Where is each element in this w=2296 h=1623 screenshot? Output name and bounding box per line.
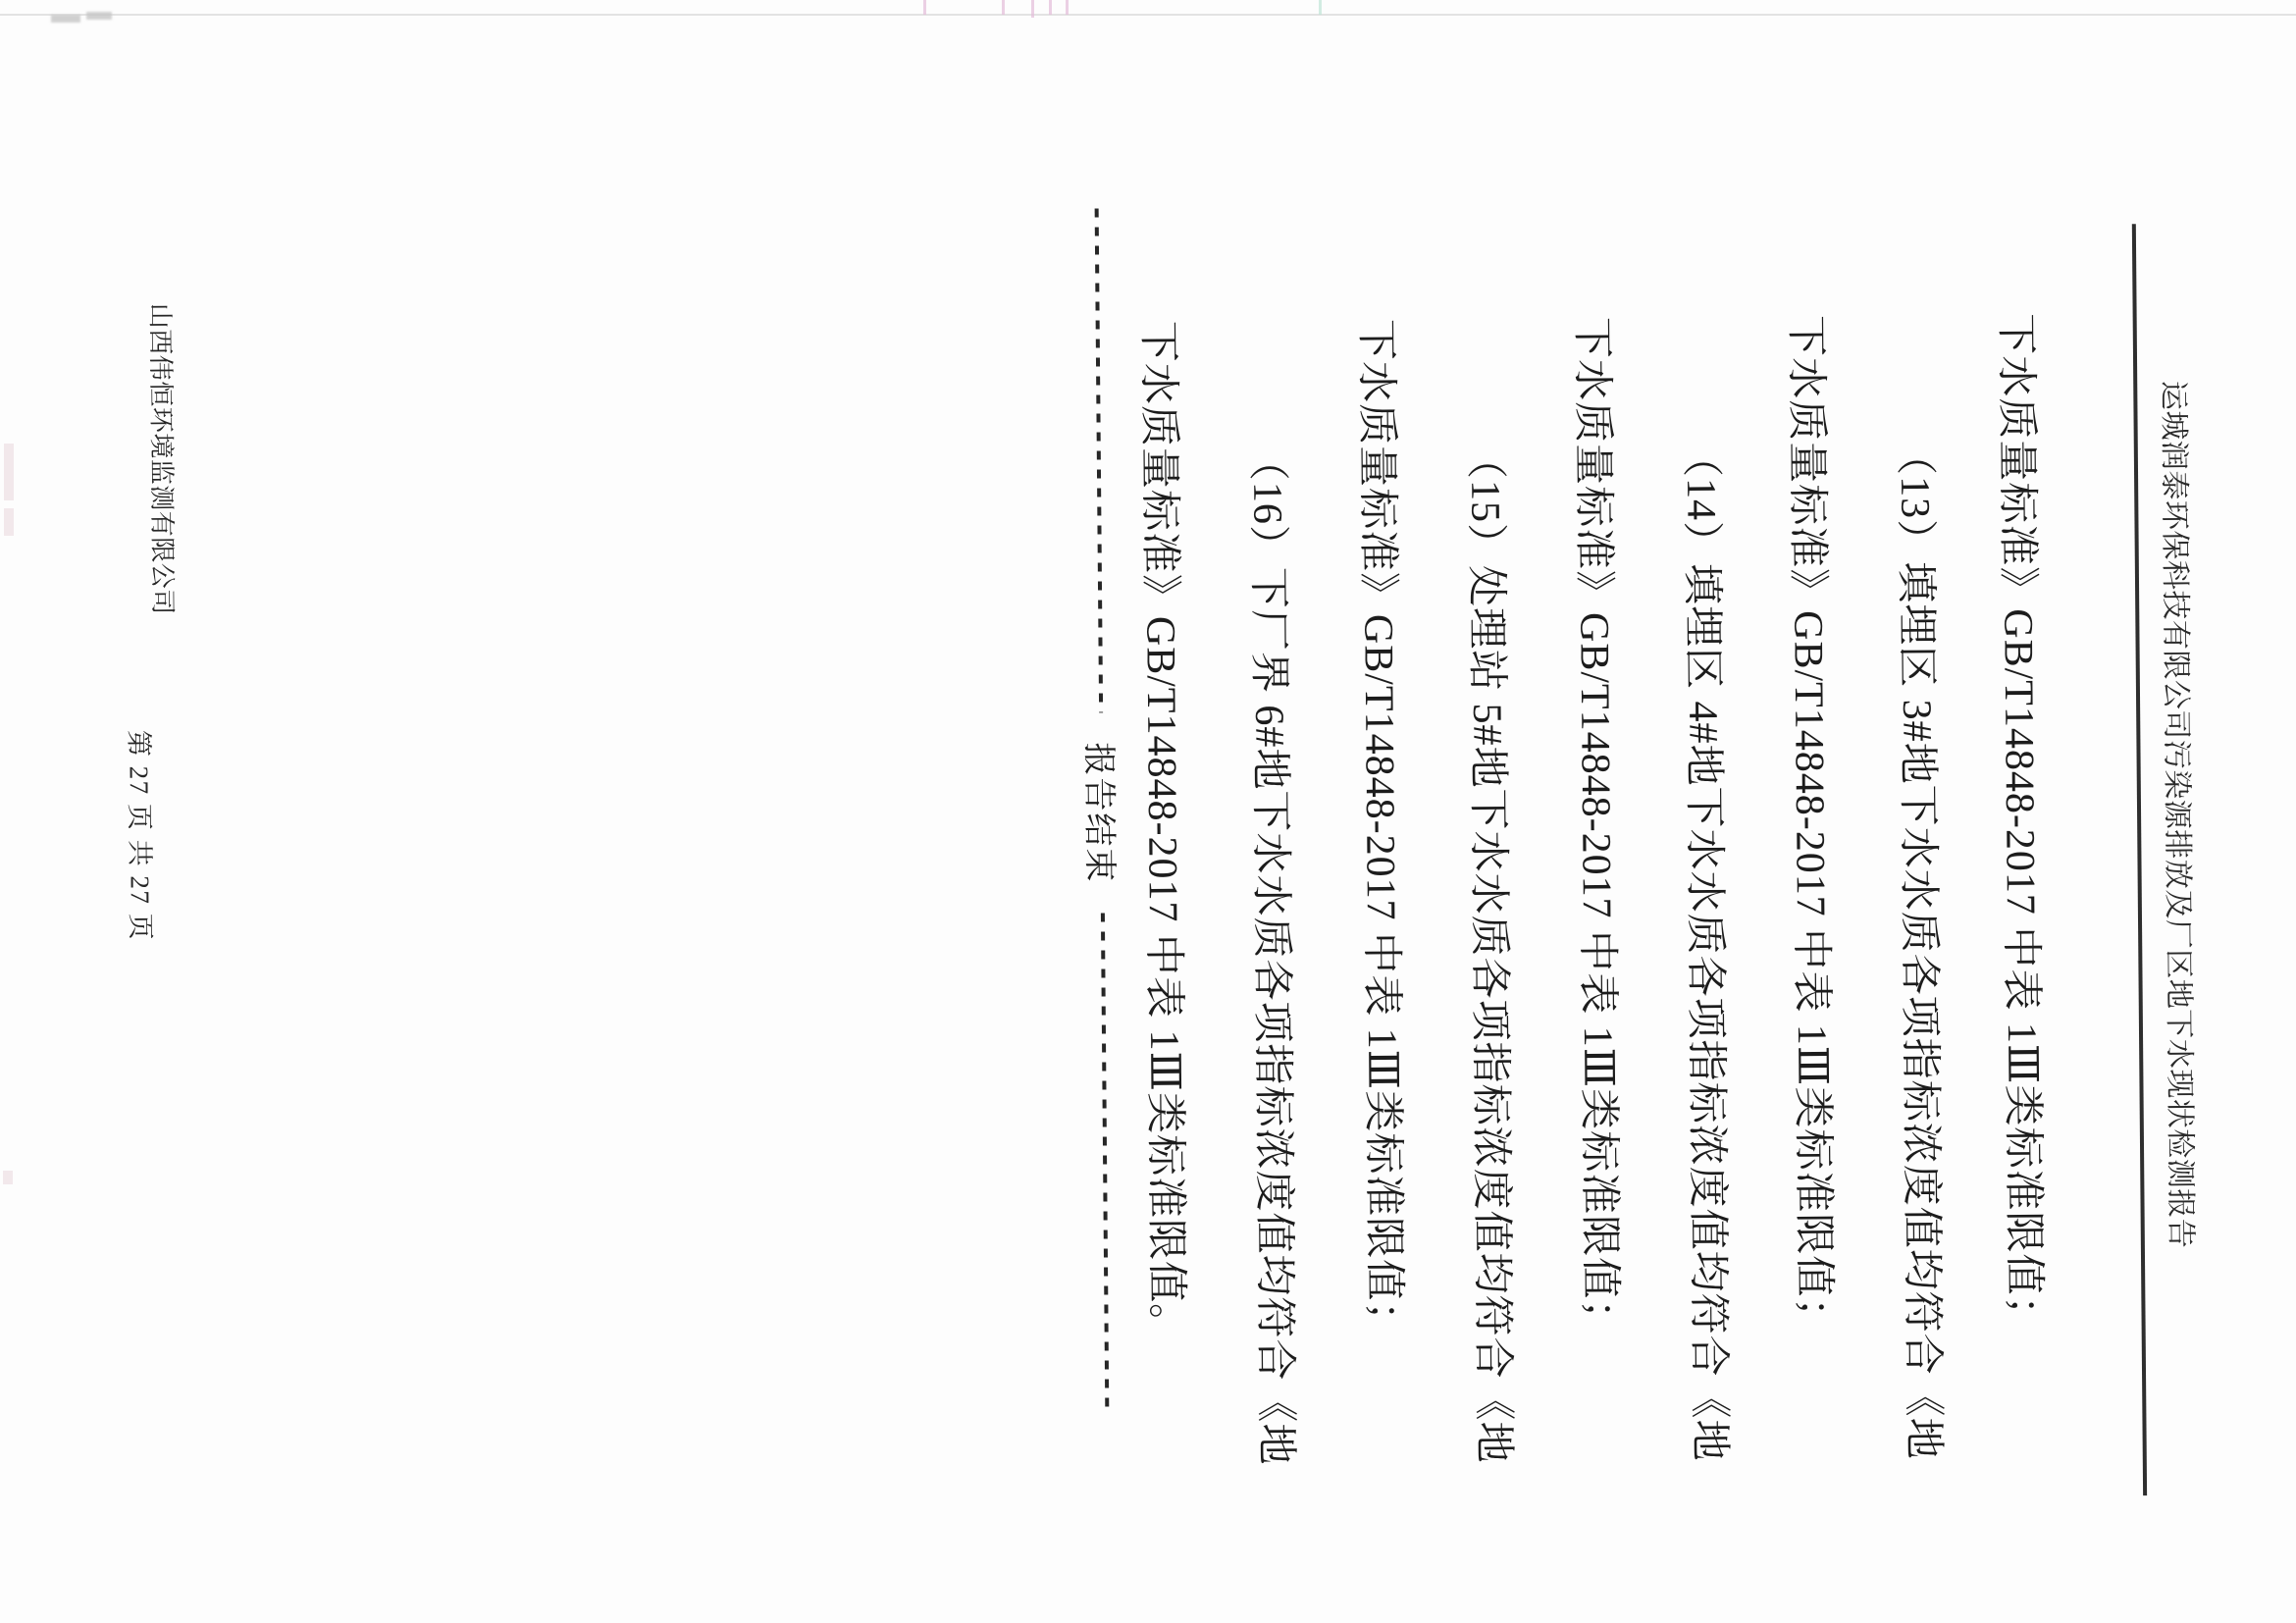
body-line: （13）填埋区 3#地下水水质各项指标浓度值均符合《地 [1891, 433, 1946, 1460]
divider-dash-right [1101, 913, 1109, 1410]
body-line: 下水质量标准》GB/T14848-2017 中表 1Ⅲ类标准限值； [1992, 313, 2047, 1338]
body-line: 下水质量标准》GB/T14848-2017 中表 1Ⅲ类标准限值； [1782, 314, 1837, 1340]
body-line: 下水质量标准》GB/T14848-2017 中表 1Ⅲ类标准限值。 [1134, 320, 1189, 1346]
divider-dash-left [1095, 208, 1103, 712]
body-line: 下水质量标准》GB/T14848-2017 中表 1Ⅲ类标准限值； [1352, 318, 1407, 1344]
report-end-divider [1073, 208, 1132, 1440]
header-rule [2132, 224, 2147, 1495]
body-line: （14）填埋区 4#地下水水质各项指标浓度值均符合《地 [1677, 435, 1732, 1462]
body-line: （16）下厂界 6#地下水水质各项指标浓度值均符合《地 [1243, 439, 1298, 1466]
footer-company-name: 山西伟恒环境监测有限公司 [145, 302, 178, 615]
report-end-label: 报告结束 [1079, 742, 1118, 884]
body-line: 下水质量标准》GB/T14848-2017 中表 1Ⅲ类标准限值； [1568, 316, 1623, 1342]
body-line: （15）处理站 5#地下水水质各项指标浓度值均符合《地 [1461, 437, 1516, 1464]
footer-page-number: 第 27 页 共 27 页 [124, 729, 156, 942]
page-header-title: 运城润泰环保科技有限公司污染源排放及厂区地下水现状检测报告 [2157, 380, 2197, 1249]
